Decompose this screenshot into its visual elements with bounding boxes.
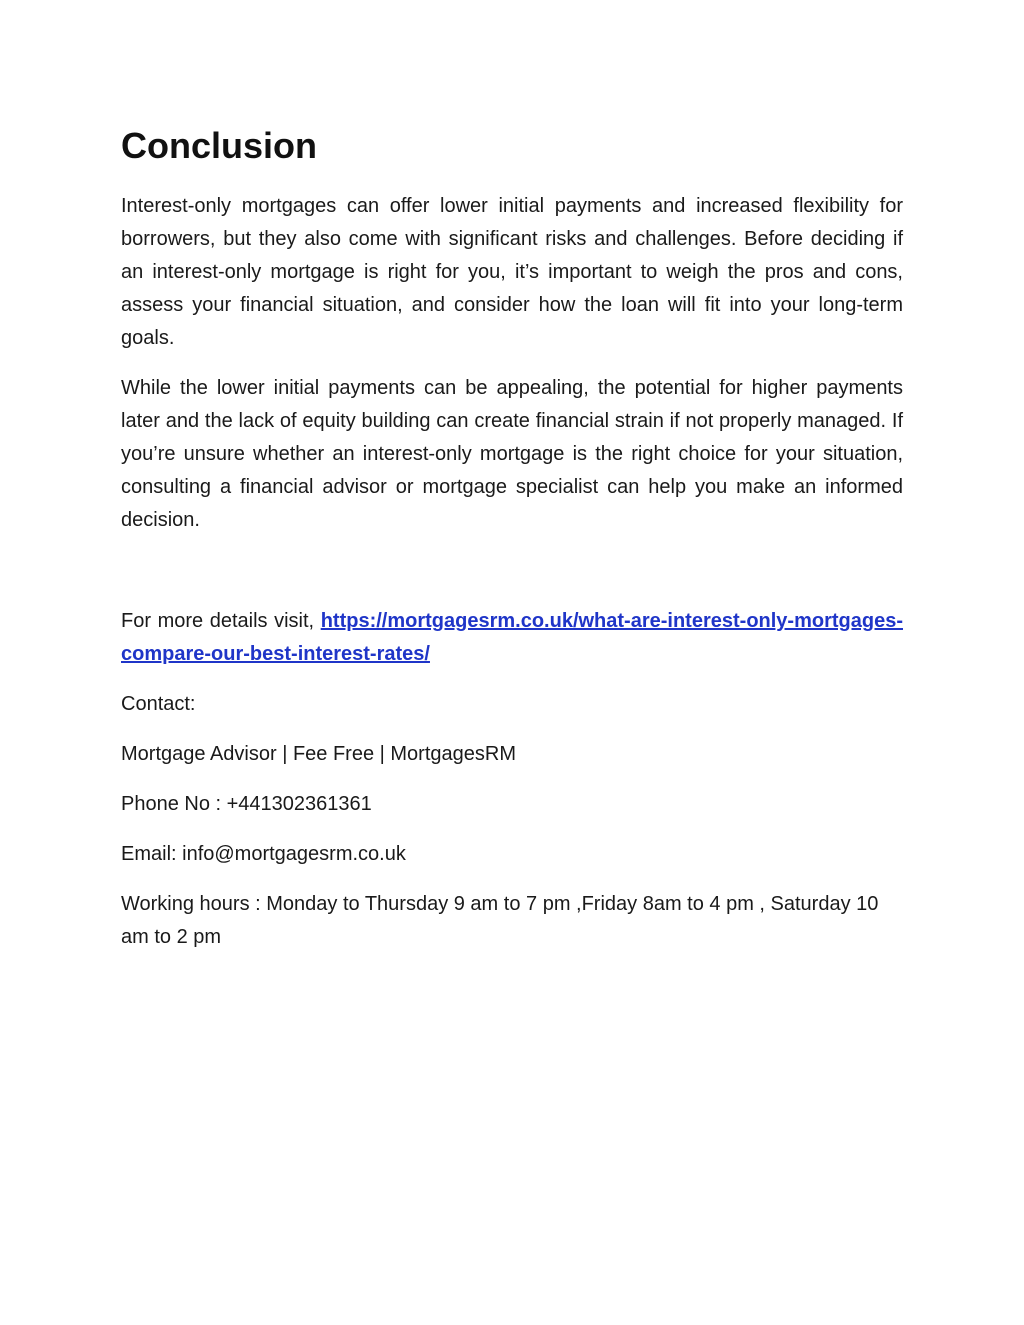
visit-line xyxy=(121,605,903,671)
company-line: Mortgage Advisor | Fee Free | MortgagesRM xyxy=(121,743,516,765)
spacer xyxy=(121,554,903,605)
page-title: Conclusion xyxy=(121,125,317,166)
phone-line: Phone No : +441302361361 xyxy=(121,793,372,815)
visit-prefix: For more details visit, xyxy=(121,610,315,632)
contact-label: Contact: xyxy=(121,693,196,715)
email-line: Email: info@mortgagesrm.co.uk xyxy=(121,843,406,865)
details-link[interactable]: https://mortgagesrm.co.uk/what-are-interest-only-mortgages-compare-our-best-interest-rates/ xyxy=(121,610,903,665)
hours-line: Working hours : Monday to Thursday 9 am to 7 pm ,Friday 8am to 4 pm , Saturday 10 am to 2 pm xyxy=(121,893,879,948)
paragraph-advice: While the lower initial payments can be appealing, the potential for higher payments later and the lack of equity building can create financial strain if not properly managed. If you’re unsure whether an interest-only mortgage is the right choice for your situation, consulting a financial advisor or mortgage specialist can help you make an informed decision. xyxy=(121,377,903,531)
paragraph-intro: Interest-only mortgages can offer lower initial payments and increased flexibility for borrowers, but they also come with significant risks and challenges. Before deciding if an interest-only mortgage is right for you, it’s important to weigh the pros and cons, assess your financial situation, and consider how the loan will fit into your long-term goals. xyxy=(121,195,903,349)
document-page xyxy=(121,122,903,971)
